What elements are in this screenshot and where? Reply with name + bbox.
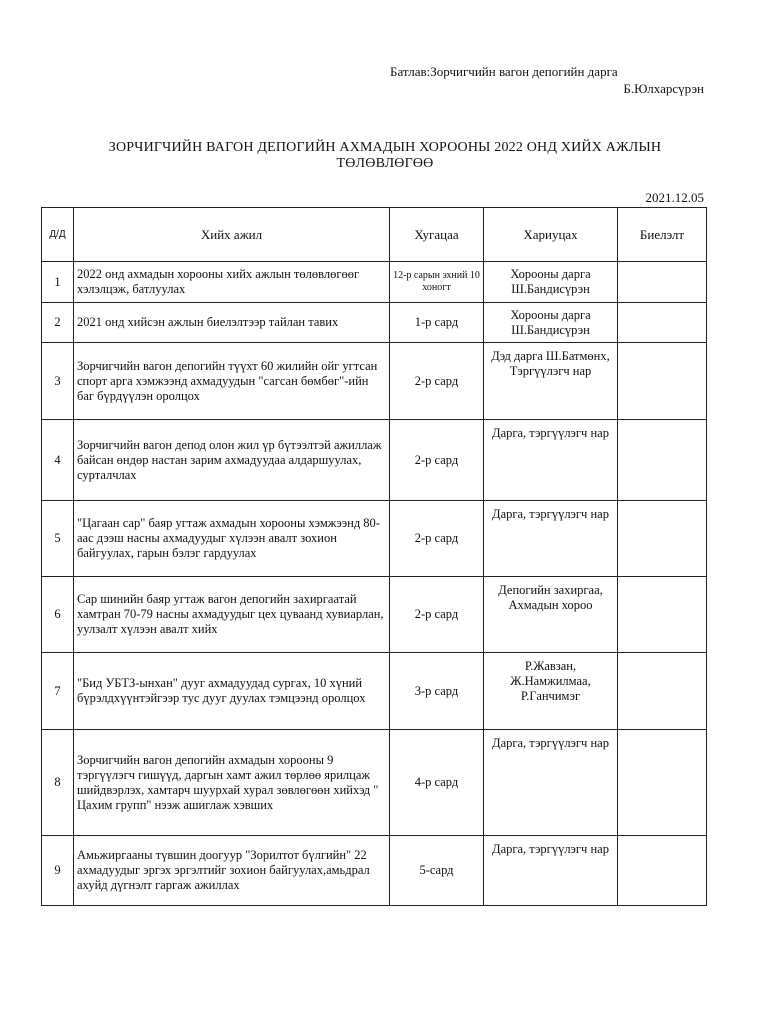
row-term: 5-сард bbox=[390, 836, 484, 906]
header-status: Биелэлт bbox=[618, 208, 707, 262]
row-status bbox=[618, 420, 707, 501]
table-row bbox=[42, 303, 707, 343]
row-term: 2-р сард bbox=[390, 343, 484, 420]
row-no: 7 bbox=[42, 653, 74, 730]
document-date: 2021.12.05 bbox=[645, 190, 704, 205]
document-title: ЗОРЧИГЧИЙН ВАГОН ДЕПОГИЙН АХМАДЫН ХОРООНЫ 2022 ОНД ХИЙХ АЖЛЫН ТӨЛӨВЛӨГӨӨ bbox=[108, 140, 662, 171]
row-responsible: Дэд дарга Ш.Батмөнх, Тэргүүлэгч нар bbox=[484, 343, 618, 420]
table-row bbox=[42, 262, 707, 303]
row-no: 6 bbox=[42, 577, 74, 653]
row-no: 1 bbox=[42, 262, 74, 303]
row-status bbox=[618, 501, 707, 577]
header-term: Хугацаа bbox=[390, 208, 484, 262]
table-row bbox=[42, 653, 707, 730]
plan-table bbox=[41, 207, 707, 906]
row-responsible: Дарга, тэргүүлэгч нар bbox=[484, 836, 618, 906]
row-task: 2022 онд ахмадын хорооны хийх ажлын төлөвлөгөөг хэлэлцэж, батлуулах bbox=[74, 262, 390, 303]
row-responsible: Хорооны дарга Ш.Бандисүрэн bbox=[484, 303, 618, 343]
approver-name: Б.Юлхарсүрэн bbox=[623, 81, 704, 96]
table-row bbox=[42, 730, 707, 836]
row-status bbox=[618, 303, 707, 343]
row-task: Зорчигчийн вагон депогийн ахмадын хорооны 9 тэргүүлэгч гишүүд, даргын хамт ажил төрлөө ярилцаж шийдвэрлэх, хамтарч шуурхай хурал зөвлөгөөн хийхэд " Цахим групп" нээж ашиглаж хэвших bbox=[74, 730, 390, 836]
row-status bbox=[618, 577, 707, 653]
row-responsible: Депогийн захиргаа, Ахмадын хороо bbox=[484, 577, 618, 653]
approval-line: Батлав:Зорчигчийн вагон депогийн дарга bbox=[390, 64, 618, 79]
row-task: 2021 онд хийсэн ажлын биелэлтээр тайлан тавих bbox=[74, 303, 390, 343]
row-task: Зорчигчийн вагон депогийн түүхт 60 жилийн ойг угтсан спорт арга хэмжээнд ахмадуудын "сагсан бөмбөг"-ийн баг бүрдүүлэн оролцох bbox=[74, 343, 390, 420]
table-row bbox=[42, 343, 707, 420]
row-responsible: Дарга, тэргүүлэгч нар bbox=[484, 730, 618, 836]
header-task: Хийх ажил bbox=[74, 208, 390, 262]
row-term: 1-р сард bbox=[390, 303, 484, 343]
row-status bbox=[618, 836, 707, 906]
row-status bbox=[618, 343, 707, 420]
row-responsible: Р.Жавзан, Ж.Намжилмаа, Р.Ганчимэг bbox=[484, 653, 618, 730]
row-status bbox=[618, 653, 707, 730]
row-no: 2 bbox=[42, 303, 74, 343]
row-status bbox=[618, 262, 707, 303]
row-responsible: Дарга, тэргүүлэгч нар bbox=[484, 420, 618, 501]
header-no: Д/Д bbox=[42, 208, 74, 262]
row-task: "Бид УБТЗ-ынхан" дууг ахмадуудад сургах, 10 хүний бүрэлдхүүнтэйгээр тус дууг дуулах тэмцээнд оролцох bbox=[74, 653, 390, 730]
row-term: 12-р сарын эхний 10 хоногт bbox=[390, 262, 484, 303]
table-row bbox=[42, 577, 707, 653]
row-task: Зорчигчийн вагон депод олон жил үр бүтээлтэй ажиллаж байсан өндөр настан зарим ахмадуудаа алдаршуулах, сурталчлах bbox=[74, 420, 390, 501]
header-responsible: Хариуцах bbox=[484, 208, 618, 262]
row-status bbox=[618, 730, 707, 836]
table-row bbox=[42, 836, 707, 906]
row-no: 8 bbox=[42, 730, 74, 836]
row-no: 5 bbox=[42, 501, 74, 577]
row-term: 2-р сард bbox=[390, 501, 484, 577]
row-term: 4-р сард bbox=[390, 730, 484, 836]
row-term: 2-р сард bbox=[390, 577, 484, 653]
row-no: 3 bbox=[42, 343, 74, 420]
row-no: 9 bbox=[42, 836, 74, 906]
row-task: Сар шинийн баяр угтаж вагон депогийн захиргаатай хамтран 70-79 насны ахмадуудыг цех цуваанд хувиарлан, уулзалт хүлээн авалт хийх bbox=[74, 577, 390, 653]
row-no: 4 bbox=[42, 420, 74, 501]
row-task: "Цагаан сар" баяр угтаж ахмадын хорооны хэмжээнд 80-аас дээш насны ахмадуудыг хүлээн авалт зохион байгуулах, гарын бэлэг гардуулах bbox=[74, 501, 390, 577]
row-term: 3-р сард bbox=[390, 653, 484, 730]
table-header-row bbox=[42, 208, 707, 262]
row-responsible: Хорооны дарга Ш.Бандисүрэн bbox=[484, 262, 618, 303]
table-row bbox=[42, 420, 707, 501]
row-term: 2-р сард bbox=[390, 420, 484, 501]
row-task: Амьжиргааны түвшин доогуур "Зорилтот бүлгийн" 22 ахмадуудыг эргэх эргэлтийг зохион байгуулах,амьдрал ахуйд дүгнэлт гаргаж ажиллах bbox=[74, 836, 390, 906]
row-responsible: Дарга, тэргүүлэгч нар bbox=[484, 501, 618, 577]
table-row bbox=[42, 501, 707, 577]
